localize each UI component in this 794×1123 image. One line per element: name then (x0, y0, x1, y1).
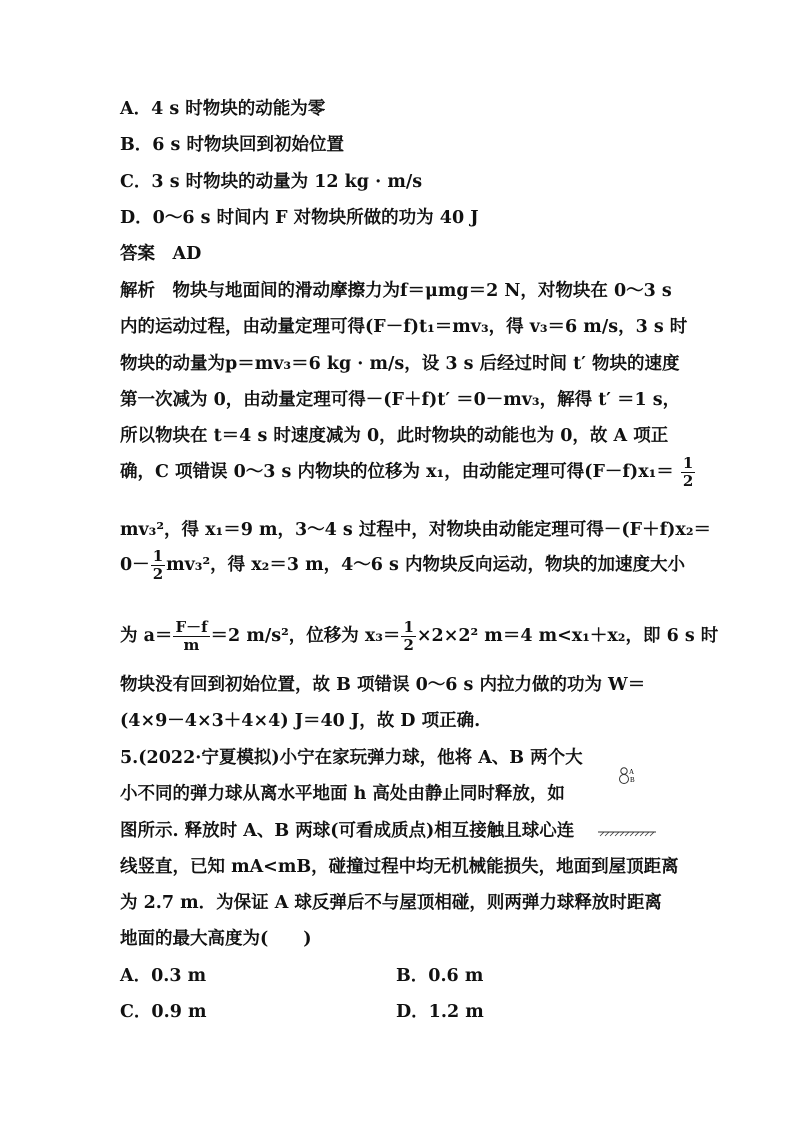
analysis-line-6 (120, 454, 694, 490)
q5-option-c: C．0.9 m (120, 1002, 207, 1022)
fraction-half (681, 455, 695, 490)
ball-b-label: B (630, 776, 635, 784)
analysis-line-9-middle: ＝2 m/s²，位移为 x₃＝ (210, 626, 401, 646)
analysis-line-5: 所以物块在 t＝4 s 时速度减为 0，此时物块的动能也为 0，故 A 项正 (120, 426, 669, 446)
fraction-numerator: F－f (175, 618, 208, 636)
analysis-line-6-text: 确，C 项错误 0～3 s 内物块的位移为 x₁，由动能定理可得(F－f)x₁＝ (120, 462, 674, 482)
analysis-line-3: 物块的动量为p＝mv₃＝6 kg · m/s，设 3 s 后经过时间 t′ 物块的速度 (120, 354, 680, 374)
fraction-numerator: 1 (682, 454, 694, 472)
q5-option-b: B．0.6 m (396, 966, 484, 986)
analysis-line-7: mv₃²，得 x₁＝9 m，3～4 s 过程中，对物块由动能定理可得－(F＋f)x₂＝ (120, 520, 711, 540)
question5-line-6: 地面的最大高度为( ) (120, 929, 312, 949)
fraction-acceleration (173, 619, 209, 654)
fraction-denominator: m (183, 636, 200, 654)
ground-hatch (600, 832, 654, 836)
balls-diagram (596, 766, 658, 840)
ball-b (620, 775, 629, 784)
analysis-line-10: 物块没有回到初始位置，故 B 项错误 0～6 s 内拉力做的功为 W＝ (120, 675, 646, 695)
analysis-line-11: (4×9－4×3＋4×4) J＝40 J，故 D 项正确. (120, 711, 481, 731)
question5-line-4: 线竖直，已知 mA<mB，碰撞过程中均无机械能损失，地面到屋顶距离 (120, 857, 679, 877)
q5-options-row-2 (120, 999, 680, 1025)
option-d: D．0～6 s 时间内 F 对物块所做的功为 40 J (120, 208, 479, 228)
fraction-denominator: 2 (152, 565, 164, 583)
analysis-line-2: 内的运动过程，由动量定理可得(F－f)t₁＝mv₃，得 v₃＝6 m/s，3 s 时 (120, 317, 688, 337)
analysis-line-8 (120, 547, 686, 583)
analysis-line-9-end: ×2×2² m＝4 m<x₁＋x₂，即 6 s 时 (416, 626, 719, 646)
analysis-line-4: 第一次减为 0，由动量定理可得－(F＋f)t′ ＝0－mv₃，解得 t′ ＝1 s， (120, 390, 681, 410)
option-c: C．3 s 时物块的动量为 12 kg · m/s (120, 172, 423, 192)
fraction-denominator: 2 (403, 636, 414, 654)
fraction-numerator: 1 (152, 547, 164, 565)
q5-option-d: D．1.2 m (396, 1002, 484, 1022)
option-a: A．4 s 时物块的动能为零 (120, 99, 326, 119)
fraction-half (401, 619, 415, 654)
analysis-line-8-end: mv₃²，得 x₂＝3 m，4～6 s 内物块反向运动，物块的加速度大小 (166, 555, 686, 575)
option-b: B．6 s 时物块回到初始位置 (120, 135, 345, 155)
analysis-line-8-start: 0－ (120, 555, 150, 575)
question5-line-3: 图所示. 释放时 A、B 两球(可看成质点)相互接触且球心连 (120, 821, 575, 841)
q5-option-a: A．0.3 m (120, 966, 207, 986)
fraction-denominator: 2 (682, 472, 694, 490)
fraction-numerator: 1 (403, 618, 414, 636)
analysis-line-9 (120, 618, 719, 654)
question5-line-5: 为 2.7 m．为保证 A 球反弹后不与屋顶相碰，则两弹力球释放时距离 (120, 893, 662, 913)
question5-line-2: 小不同的弹力球从离水平地面 h 高处由静止同时释放，如 (120, 784, 565, 804)
ball-a (621, 768, 627, 774)
answer-line: 答案 AD (120, 244, 202, 264)
balls-figure (596, 766, 658, 840)
ball-a-label: A (629, 768, 635, 776)
analysis-line-1: 解析 物块与地面间的滑动摩擦力为f＝μmg＝2 N，对物块在 0～3 s (120, 281, 672, 301)
question5-line-1: 5.(2022·宁夏模拟)小宁在家玩弹力球，他将 A、B 两个大 (120, 748, 583, 768)
analysis-line-9-start: 为 a＝ (120, 626, 173, 646)
fraction-half (151, 548, 165, 583)
q5-options-row-1 (120, 963, 680, 989)
